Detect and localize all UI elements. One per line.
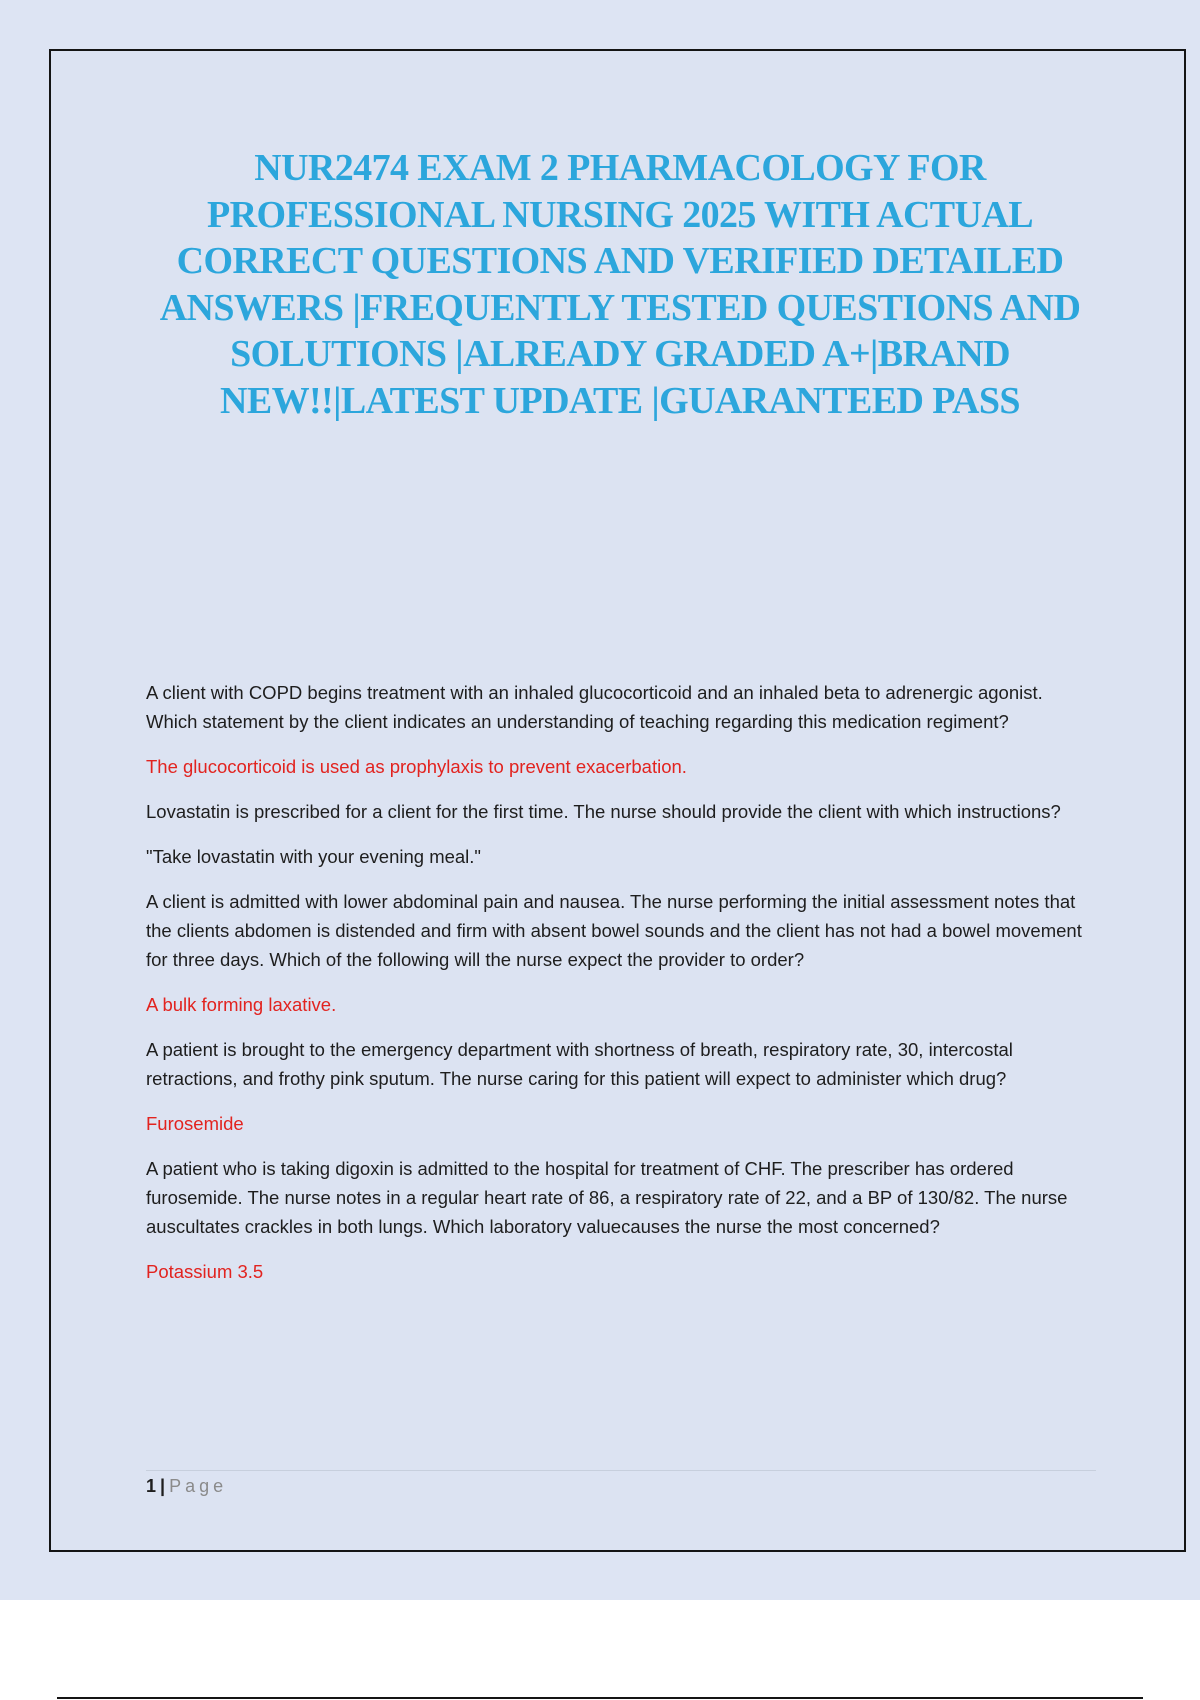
answer-text: A bulk forming laxative.	[146, 994, 337, 1015]
question-text: Lovastatin is prescribed for a client for the first time. The nurse should provide the client with which instructions?	[146, 801, 1061, 822]
question-text: A patient is brought to the emergency department with shortness of breath, respiratory rate, 30, intercostal retractions, and frothy pink sputum. The nurse caring for this patient will expect to administer which drug?	[146, 1039, 1013, 1089]
footer-divider	[146, 1470, 1096, 1471]
answer-text: The glucocorticoid is used as prophylaxis to prevent exacerbation.	[146, 756, 687, 777]
answer-text: Potassium 3.5	[146, 1261, 264, 1282]
question-text: A patient who is taking digoxin is admitted to the hospital for treatment of CHF. The prescriber has ordered furosemide. The nurse notes in a regular heart rate of 86, a respiratory rate of 22, and a BP of 130/82. The nurse auscultates crackles in both lungs. Which laboratory valuecauses the nurse the most concerned?	[146, 1158, 1068, 1237]
document-title: NUR2474 EXAM 2 PHARMACOLOGY FOR PROFESSIONAL NURSING 2025 WITH ACTUAL CORRECT QUESTIONS AND VERIFIED DETAILED ANSWERS |FREQUENTLY TESTED QUESTIONS AND SOLUTIONS |ALREADY GRADED A+|BRAND NEW!!|LATEST UPDATE |GUARANTEED PASS	[159, 147, 1081, 422]
question-text: A client is admitted with lower abdominal pain and nausea. The nurse performing the initial assessment notes that the clients abdomen is distended and firm with absent bowel sounds and the client has not had a bowel movement for three days. Which of the following will the nurse expect the provider to order?	[146, 891, 1082, 970]
answer-text: Furosemide	[146, 1113, 244, 1134]
page-number-footer	[146, 1472, 227, 1500]
next-page-top-rule	[57, 1697, 1143, 1699]
page-separator: |	[160, 1476, 166, 1496]
page-number: 1	[146, 1476, 157, 1496]
answer-text: "Take lovastatin with your evening meal."	[146, 846, 481, 867]
page-label: Page	[169, 1476, 228, 1496]
qa-list	[146, 678, 1096, 1302]
question-text: A client with COPD begins treatment with an inhaled glucocorticoid and an inhaled beta to adrenergic agonist. Which statement by the client indicates an understanding of teaching regarding this medication regiment?	[146, 682, 1043, 732]
